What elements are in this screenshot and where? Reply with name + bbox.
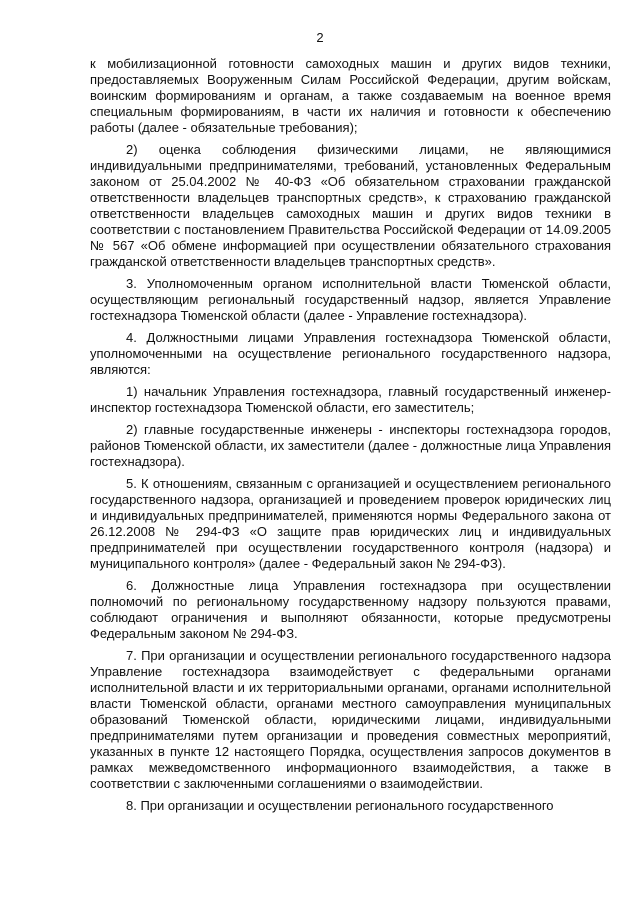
paragraph-item-2: 2) оценка соблюдения физическими лицами, не являющимися индивидуальными предпринимателями, требований, установленных Федеральным законом от 25.04.2002 № 40-ФЗ «Об обязательном страховании гражданской ответственности владельцев транспортных средств», к страхованию гражданской ответственности владельцев самоходных машин и других видов техники в соответствии с постановлением Правительства Российской Федерации от 14.09.2005 № 567 «Об обмене информацией при осуществлении обязательного страхования гражданской ответственности владельцев транспортных средств». [90,142,611,269]
paragraph-6: 6. Должностные лица Управления гостехнадзора при осуществлении полномочий по региональному государственному надзору пользуются правами, соблюдают ограничения и выполняют обязанности, которые предусмотрены Федеральным законом № 294-ФЗ. [90,578,611,641]
paragraph-4-item-1: 1) начальник Управления гостехнадзора, главный государственный инженер-инспектор гостехнадзора Тюменской области, его заместитель; [90,384,611,415]
paragraph-5: 5. К отношениям, связанным с организацией и осуществлением регионального государственного надзора, организацией и проведением проверок юридических лиц и индивидуальных предпринимателей, применяются нормы Федерального закона от 26.12.2008 № 294-ФЗ «О защите прав юридических лиц и индивидуальных предпринимателей при осуществлении государственного контроля (надзора) и муниципального контроля» (далее - Федеральный закон № 294-ФЗ). [90,476,611,571]
paragraph-7: 7. При организации и осуществлении регионального государственного надзора Управление гостехнадзора взаимодействует с федеральными органами исполнительной власти и их территориальными органами, органами исполнительной власти Тюменской области, органами местного самоуправления муниципальных образований Тюменской области, юридическими лицами, индивидуальными предпринимателями путем организации и проведения совместных мероприятий, указанных в пункте 12 настоящего Порядка, осуществления запросов документов в рамках межведомственного информационного взаимодействия, а также в соответствии с заключенными соглашениями о взаимодействии. [90,648,611,791]
paragraph-3: 3. Уполномоченным органом исполнительной власти Тюменской области, осуществляющим региональный государственный надзор, является Управление гостехнадзора Тюменской области (далее - Управление гостехнадзора). [90,276,611,323]
paragraph-8: 8. При организации и осуществлении регионального государственного [126,798,554,813]
paragraph-continuation: к мобилизационной готовности самоходных машин и других видов техники, предоставляемых Вооруженным Силам Российской Федерации, другим войскам, воинским формированиям и органам, а также создаваемым на военное время специальным формированиям, в части их наличия и готовности к обеспечению работы (далее - обязательные требования); [90,56,611,135]
paragraph-4: 4. Должностными лицами Управления гостехнадзора Тюменской области, уполномоченными на осуществление регионального государственного надзора, являются: [90,330,611,377]
page-number: 2 [316,30,324,45]
document-body [90,56,611,814]
paragraph-4-item-2: 2) главные государственные инженеры - инспекторы гостехнадзора городов, районов Тюменской области, их заместители (далее - должностные лица Управления гостехнадзора). [90,422,611,469]
